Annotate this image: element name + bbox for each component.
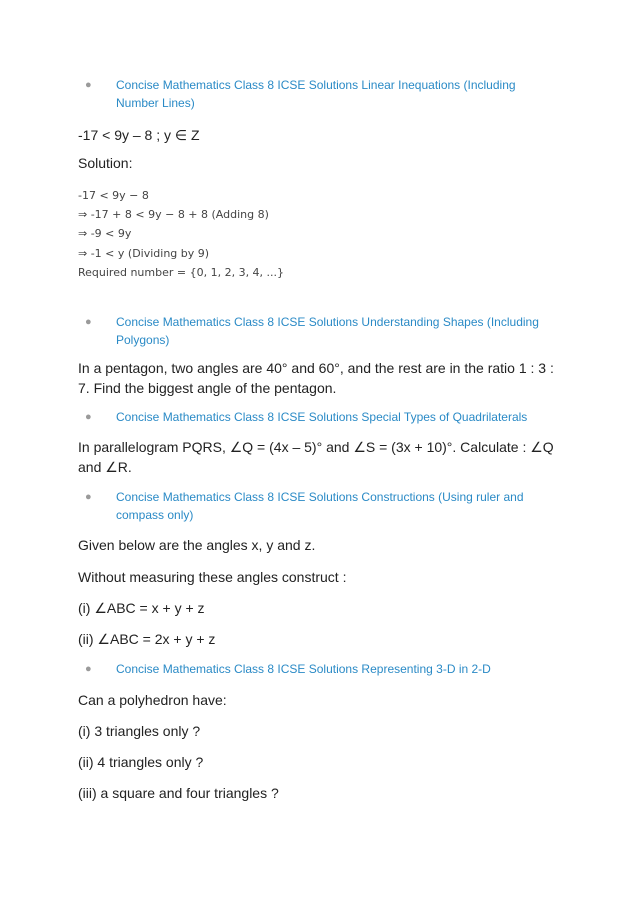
paragraph-line: Without measuring these angles construct : (78, 569, 347, 585)
related-link-item (78, 488, 606, 524)
solution-step: Required number = {0, 1, 2, 3, 4, ...} (78, 265, 285, 279)
bullet-icon: ● (85, 411, 92, 423)
paragraph (78, 125, 568, 145)
paragraph-line: In a pentagon, two angles are 40° and 60°, and the rest are in the ratio 1 : 3 : (78, 360, 554, 376)
related-link[interactable]: Concise Mathematics Class 8 ICSE Solutions Linear Inequations (Including Number Lines) (116, 78, 516, 110)
related-link[interactable]: Concise Mathematics Class 8 ICSE Solutions Special Types of Quadrilaterals (116, 410, 528, 424)
paragraph-line: (ii) ∠ABC = 2x + y + z (78, 631, 216, 647)
paragraph-line: and ∠R. (78, 459, 132, 475)
paragraph (78, 358, 568, 398)
paragraph-line: (i) 3 triangles only ? (78, 723, 201, 739)
paragraph-line: -17 < 9y – 8 ; y ∈ Z (78, 127, 200, 143)
paragraph-line: 7. Find the biggest angle of the pentagon. (78, 380, 337, 396)
related-link-continuation[interactable]: Number Lines) (116, 96, 195, 110)
paragraph-line: (ii) 4 triangles only ? (78, 754, 204, 770)
paragraph (78, 567, 568, 587)
related-link-continuation[interactable]: compass only) (116, 508, 194, 522)
paragraph (78, 721, 568, 741)
bullet-icon: ● (85, 491, 92, 503)
related-link-continuation[interactable]: Polygons) (116, 333, 170, 347)
paragraph-line: In parallelogram PQRS, ∠Q = (4x – 5)° and ∠S = (3x + 10)°. Calculate : ∠Q (78, 439, 554, 455)
bullet-icon: ● (85, 79, 92, 91)
bullet-icon: ● (85, 316, 92, 328)
paragraph (78, 153, 568, 173)
related-link[interactable]: Concise Mathematics Class 8 ICSE Solutions Representing 3-D in 2-D (116, 662, 491, 676)
related-link-item (78, 660, 606, 678)
paragraph (78, 598, 568, 618)
solution-step: ⇒ -9 < 9y (78, 227, 132, 241)
paragraph-line: (i) ∠ABC = x + y + z (78, 600, 205, 616)
paragraph-line: Solution: (78, 155, 133, 171)
paragraph-line: Can a polyhedron have: (78, 692, 227, 708)
paragraph (78, 437, 568, 477)
related-link[interactable]: Concise Mathematics Class 8 ICSE Solutions Constructions (Using ruler and compass only) (116, 490, 524, 522)
paragraph (78, 783, 568, 803)
related-link-item (78, 408, 606, 426)
solution-image (78, 186, 285, 294)
paragraph (78, 690, 568, 710)
solution-step: -17 < 9y − 8 (78, 189, 149, 202)
bullet-icon: ● (85, 663, 92, 675)
solution-step: ⇒ -17 + 8 < 9y − 8 + 8 (Adding 8) (78, 208, 269, 222)
solution-step: ⇒ -1 < y (Dividing by 9) (78, 246, 210, 260)
paragraph-line: (iii) a square and four triangles ? (78, 785, 279, 801)
paragraph (78, 629, 568, 649)
related-link-item (78, 313, 606, 349)
paragraph (78, 752, 568, 772)
related-link[interactable]: Concise Mathematics Class 8 ICSE Solutions Understanding Shapes (Including Polygons) (116, 315, 539, 347)
paragraph-line: Given below are the angles x, y and z. (78, 537, 316, 553)
related-link-item (78, 76, 606, 112)
paragraph (78, 535, 568, 555)
